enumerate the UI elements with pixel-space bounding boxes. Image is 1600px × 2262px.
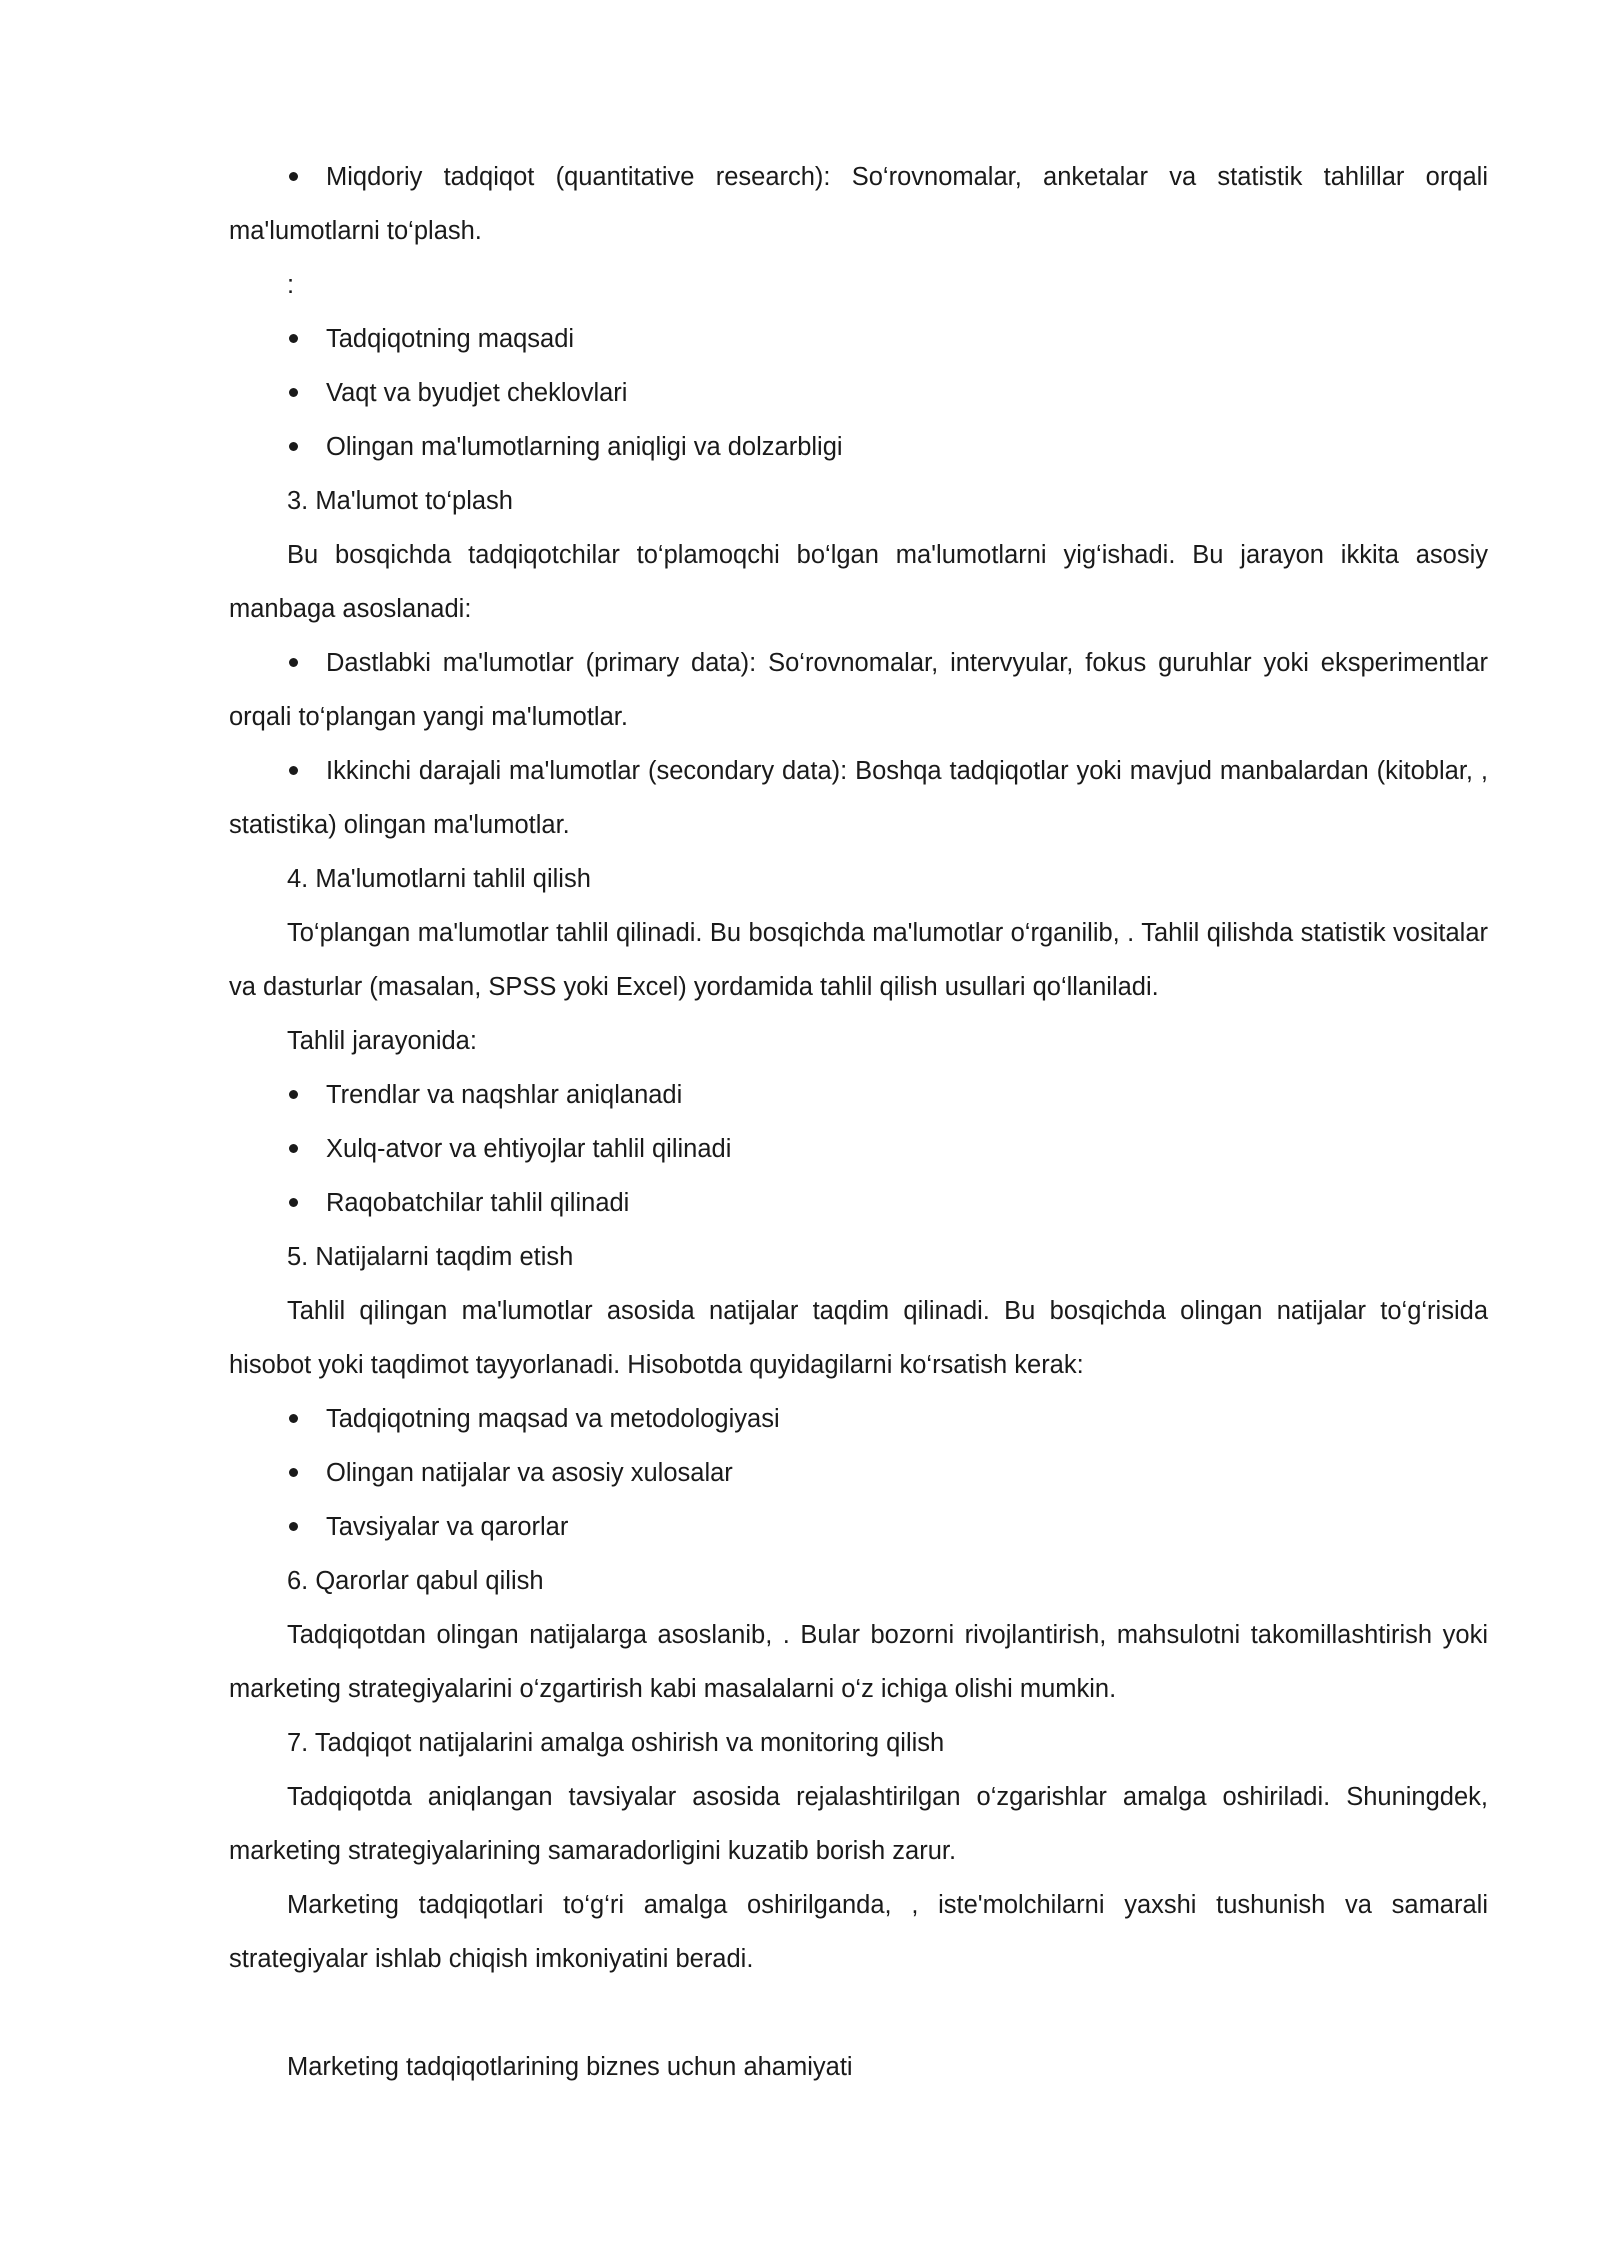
bullet-item — [229, 312, 1488, 366]
bullet-text: Tavsiyalar va qarorlar — [326, 1513, 569, 1541]
spacer — [229, 1986, 1488, 2040]
section-heading: 6. Qarorlar qabul qilish — [287, 1567, 544, 1595]
bullet-item — [229, 1176, 1488, 1230]
bullet-item — [229, 150, 1488, 258]
bullet-text: Raqobatchilar tahlil qilinadi — [326, 1189, 630, 1217]
section-heading: 3. Ma'lumot to‘plash — [287, 487, 513, 515]
bullet-item — [229, 744, 1488, 852]
bullet-text: Xulq-atvor va ehtiyojlar tahlil qilinadi — [326, 1135, 732, 1163]
bullet-item — [229, 366, 1488, 420]
bullet-text: Ikkinchi darajali ma'lumotlar (secondary data): Boshqa tadqiqotlar yoki mavjud manbalardan (kitoblar, , statistika) olingan ma'lumotlar. — [229, 757, 1488, 839]
bullet-text: Olingan ma'lumotlarning aniqligi va dolzarbligi — [326, 433, 843, 461]
bullet-item — [229, 1068, 1488, 1122]
bullet-text: Vaqt va byudjet cheklovlari — [326, 379, 628, 407]
paragraph: Marketing tadqiqotlari to‘g‘ri amalga oshirilganda, , iste'molchilarni yaxshi tushunish va samarali strategiyalar ishlab chiqish imkoniyatini beradi. — [229, 1891, 1488, 1973]
bullet-item — [229, 1446, 1488, 1500]
bullet-item — [229, 1122, 1488, 1176]
bullet-text: Tadqiqotning maqsad va metodologiyasi — [326, 1405, 780, 1433]
section-heading: 5. Natijalarni taqdim etish — [287, 1243, 574, 1271]
bullet-text: Dastlabki ma'lumotlar (primary data): So‘rovnomalar, intervyular, fokus guruhlar yoki eksperimentlar orqali to‘plangan yangi ma'lumotlar. — [229, 649, 1488, 731]
bullet-item — [229, 636, 1488, 744]
paragraph: To‘plangan ma'lumotlar tahlil qilinadi. Bu bosqichda ma'lumotlar o‘rganilib, . Tahlil qilishda statistik vositalar va dasturlar (masalan, SPSS yoki Excel) yordamida tahlil qilish usullari qo‘llaniladi. — [229, 919, 1488, 1001]
colon-line: : — [287, 271, 295, 299]
section-heading: Marketing tadqiqotlarining biznes uchun ahamiyati — [287, 2053, 853, 2081]
paragraph: Tahlil qilingan ma'lumotlar asosida natijalar taqdim qilinadi. Bu bosqichda olingan natijalar to‘g‘risida hisobot yoki taqdimot tayyorlanadi. Hisobotda quyidagilarni ko‘rsatish kerak: — [229, 1297, 1488, 1379]
bullet-item — [229, 1500, 1488, 1554]
paragraph: Tadqiqotdan olingan natijalarga asoslanib, . Bular bozorni rivojlantirish, mahsulotni takomillashtirish yoki marketing strategiyalarini o‘zgartirish kabi masalalarni o‘z ichiga olishi mumkin. — [229, 1621, 1488, 1703]
paragraph: Tahlil jarayonida: — [287, 1027, 477, 1055]
bullet-text: Miqdoriy tadqiqot (quantitative research): So‘rovnomalar, anketalar va statistik tahlillar orqali ma'lumotlarni to‘plash. — [229, 163, 1488, 245]
paragraph: Tadqiqotda aniqlangan tavsiyalar asosida rejalashtirilgan o‘zgarishlar amalga oshiriladi. Shuningdek, marketing strategiyalarining samaradorligini kuzatib borish zarur. — [229, 1783, 1488, 1865]
bullet-text: Olingan natijalar va asosiy xulosalar — [326, 1459, 733, 1487]
paragraph: Bu bosqichda tadqiqotchilar to‘plamoqchi bo‘lgan ma'lumotlarni yig‘ishadi. Bu jarayon ikkita asosiy manbaga asoslanadi: — [229, 541, 1488, 623]
section-heading: 7. Tadqiqot natijalarini amalga oshirish va monitoring qilish — [287, 1729, 945, 1757]
bullet-text: Trendlar va naqshlar aniqlanadi — [326, 1081, 683, 1109]
bullet-item — [229, 420, 1488, 474]
section-heading: 4. Ma'lumotlarni tahlil qilish — [287, 865, 591, 893]
bullet-item — [229, 1392, 1488, 1446]
bullet-text: Tadqiqotning maqsadi — [326, 325, 575, 353]
